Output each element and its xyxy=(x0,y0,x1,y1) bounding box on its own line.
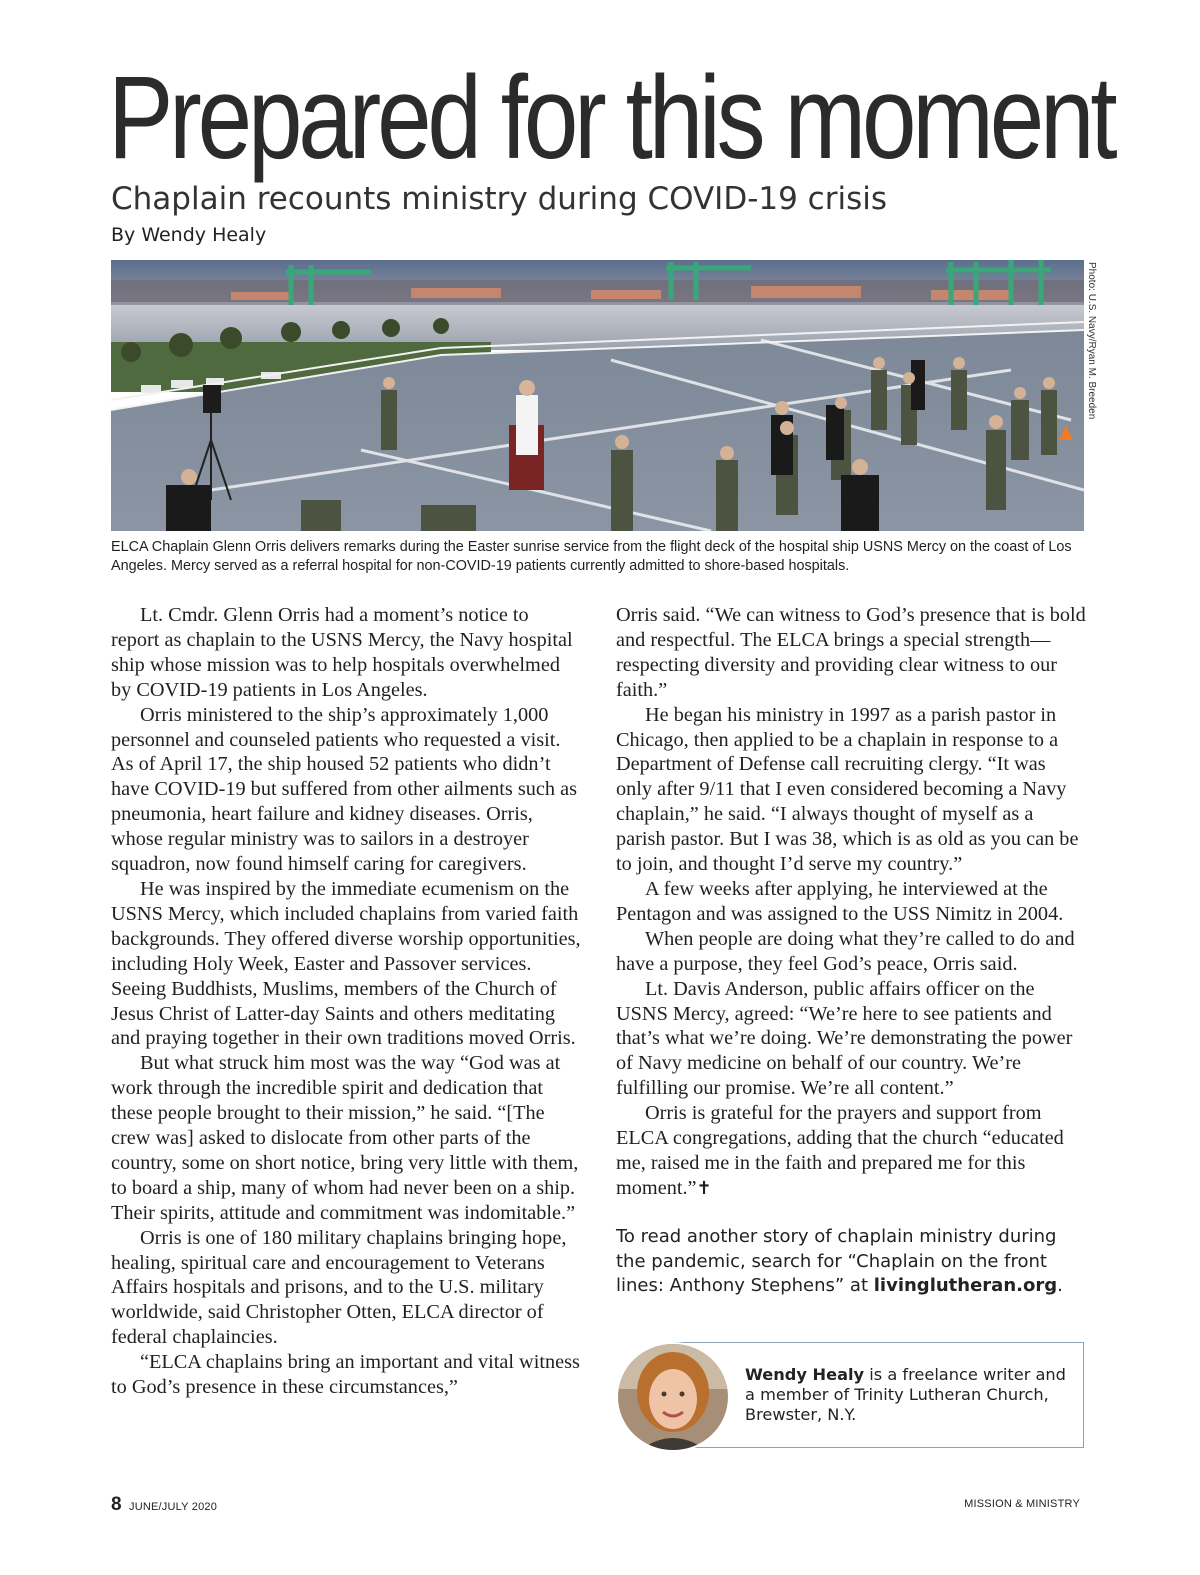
flight-deck-photo-illustration xyxy=(111,260,1084,531)
author-description: is a freelance writer and a member of Trinity Lutheran Church, Brewster, N.Y. xyxy=(745,1365,1066,1424)
body-paragraph: When people are doing what they’re called to do and have a purpose, they feel God’s peace, Orris said. xyxy=(616,927,1075,975)
author-name: Wendy Healy xyxy=(745,1365,865,1384)
byline: By Wendy Healy xyxy=(111,224,267,246)
read-more-suffix: . xyxy=(1057,1275,1063,1297)
final-paragraph-text: Orris is grateful for the prayers and support from ELCA congregations, adding that the church “educated me, raised me in the faith and prepared me for this moment.” xyxy=(616,1102,1064,1199)
read-more-text: To read another story of chaplain ministry during the pandemic, search for “Chaplain on the front lines: Anthony Stephens” at xyxy=(616,1226,1057,1297)
body-paragraph: He was inspired by the immediate ecumenism on the USNS Mercy, which included chaplains from varied faith backgrounds. They offered diverse worship opportunities, including Holy Week, Easter and Passover services. Seeing Buddhists, Muslims, members of the Church of Jesus Christ of Latter-day Saints and others meditating and praying together in their own traditions moved Orris. xyxy=(111,877,581,1050)
author-portrait-illustration xyxy=(618,1344,728,1450)
end-mark-icon: ✝ xyxy=(696,1177,712,1199)
author-avatar xyxy=(616,1342,730,1452)
section-label: MISSION & MINISTRY xyxy=(964,1498,1080,1510)
body-paragraph-final xyxy=(616,1101,1086,1202)
body-paragraph: A few weeks after applying, he interviewed at the Pentagon and was assigned to the USS Nimitz in 2004. xyxy=(616,877,1064,925)
body-paragraph: Orris ministered to the ship’s approximately 1,000 personnel and counseled patients who requested a visit. As of April 17, the ship housed 52 patients who didn’t have COVID-19 but suffered from other ailments such as pneumonia, heart failure and kidney diseases. Orris, whose regular ministry was to sailors in a destroyer squadron, now found himself caring for caregivers. xyxy=(111,703,577,876)
read-more-link[interactable]: livinglutheran.org xyxy=(873,1275,1058,1297)
article-photo xyxy=(111,260,1084,531)
photo-credit: Photo: U.S. Navy/Ryan M. Breeden xyxy=(1086,262,1097,420)
body-paragraph: Lt. Davis Anderson, public affairs officer on the USNS Mercy, agreed: “We’re here to see patients and that’s what we’re doing. We’re demonstrating the power of Navy medicine on behalf of our country. We’re fulfilling our promise. We’re all content.” xyxy=(616,977,1073,1100)
photo-caption: ELCA Chaplain Glenn Orris delivers remarks during the Easter sunrise service from the flight deck of the hospital ship USNS Mercy on the coast of Los Angeles. Mercy served as a referral hospital for non-COVID-19 patients currently admitted to shore-based hospitals. xyxy=(111,539,1072,574)
body-paragraph: Orris said. “We can witness to God’s presence that is bold and respectful. The ELCA brings a special strength—respecting diversity and providing clear witness to our faith.” xyxy=(616,604,1086,701)
body-column-left xyxy=(111,603,581,1400)
headline: Prepared for this moment xyxy=(108,52,1114,184)
body-paragraph: He began his ministry in 1997 as a parish pastor in Chicago, then applied to be a chaplain in response to a Department of Defense call recruiting clergy. “It was only after 9/11 that I even considered becoming a Navy chaplain,” he said. “I always thought of myself as a parish pastor. But I was 38, which is as old as you can be to join, and thought I’d serve my country.” xyxy=(616,703,1079,876)
read-more-note xyxy=(616,1225,1086,1299)
body-paragraph: Orris is one of 180 military chaplains bringing hope, healing, spiritual care and encouragement to Veterans Affairs hospitals and prisons, and to the U.S. military worldwide, said Christopher Otten, ELCA director of federal chaplaincies. xyxy=(111,1226,567,1349)
footer-left xyxy=(111,1494,217,1516)
body-paragraph: But what struck him most was the way “God was at work through the incredible spirit and dedication that these people brought to their mission,” he said. “[The crew was] asked to dislocate from other parts of the country, some on short notice, bring very little with them, to board a ship, many of whom had never been on a ship. Their spirits, attitude and commitment was indomitable.” xyxy=(111,1052,579,1224)
page-number: 8 xyxy=(111,1494,122,1515)
body-paragraph: “ELCA chaplains bring an important and vital witness to God’s presence in these circumstances,” xyxy=(111,1351,580,1399)
issue-date: JUNE/JULY 2020 xyxy=(129,1501,218,1513)
author-bio-text xyxy=(745,1365,1075,1425)
body-paragraph: Lt. Cmdr. Glenn Orris had a moment’s notice to report as chaplain to the USNS Mercy, the Navy hospital ship whose mission was to help hospitals overwhelmed by COVID-19 patients in Los Angeles. xyxy=(111,604,573,701)
subheadline: Chaplain recounts ministry during COVID-19 crisis xyxy=(111,181,887,217)
body-column-right xyxy=(616,603,1086,1202)
